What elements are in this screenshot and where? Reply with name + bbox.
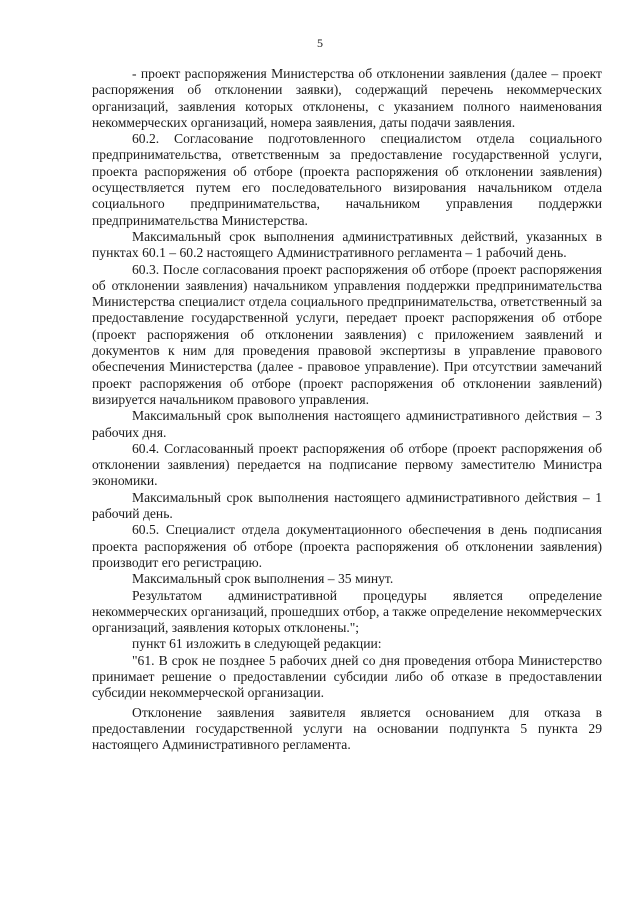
- document-body: [92, 66, 602, 753]
- paragraph-61: "61. В срок не позднее 5 рабочих дней со дня проведения отбора Министерство принимает решение о предоставлении субсидии либо об отказе в предоставлении субсидии некоммерческой организации.: [92, 652, 602, 701]
- paragraph-item-61-intro: пункт 61 изложить в следующей редакции:: [132, 636, 382, 652]
- paragraph-60-3: 60.3. После согласования проект распоряжения об отборе (проект распоряжения об отклонении заявления) начальником управления поддержки предпринимательства Министерства специалист отдела социального предпринимательства, ответственный за предоставление государственной услуги, передает проект распоряжения об отборе (проект распоряжения об отклонении заявления) с приложением заявлений и документов к ним для проведения правовой экспертизы в управление правового обеспечения Министерства (далее - правовое управление). При отсутствии замечаний проект распоряжения об отборе (проект распоряжения об отклонении заявлений) визируется начальником правового управления.: [92, 261, 602, 407]
- paragraph-draft-rejection-order: - проект распоряжения Министерства об отклонении заявления (далее – проект распоряжения об отклонении заявки), содержащий перечень некоммерческих организаций, заявления которых отклонены, с указанием полного наименования некоммерческих организаций, номера заявления, даты подачи заявления.: [92, 66, 602, 130]
- paragraph-max-term-60-4: Максимальный срок выполнения настоящего административного действия – 1 рабочий день.: [92, 489, 602, 522]
- paragraph-max-term-60-3: Максимальный срок выполнения настоящего административного действия – 3 рабочих дня.: [92, 408, 602, 440]
- paragraph-max-term-60-5: Максимальный срок выполнения – 35 минут.: [132, 571, 394, 587]
- paragraph-60-2: 60.2. Согласование подготовленного специалистом отдела социального предпринимательства, ответственным за предоставление государственной услуги, проекта распоряжения об отборе (проекта распоряжения об отклонении заявления) осуществляется путем его последовательного визирования начальником отдела социального предпринимательства, начальником управления поддержки предпринимательства Министерства.: [92, 131, 602, 228]
- paragraph-rejection-grounds: Отклонение заявления заявителя является основанием для отказа в предоставлении государственной услуги на основании подпункта 5 пункта 29 настоящего Административного регламента.: [92, 704, 602, 753]
- paragraph-60-4: 60.4. Согласованный проект распоряжения об отборе (проект распоряжения об отклонении заявления) передается на подписание первому заместителю Министра экономики.: [92, 440, 602, 489]
- paragraph-max-term-60-1-60-2: Максимальный срок выполнения административных действий, указанных в пунктах 60.1 – 60.2 настоящего Административного регламента – 1 рабочий день.: [92, 228, 602, 261]
- page-number: 5: [317, 36, 323, 50]
- paragraph-procedure-result: Результатом административной процедуры является определение некоммерческих организаций, прошедших отбор, а также определение некоммерческих организаций, заявления которых отклонены.";: [92, 587, 602, 636]
- paragraph-60-5: 60.5. Специалист отдела документационного обеспечения в день подписания проекта распоряжения об отборе (проекта распоряжения об отклонении заявления) производит его регистрацию.: [92, 522, 602, 570]
